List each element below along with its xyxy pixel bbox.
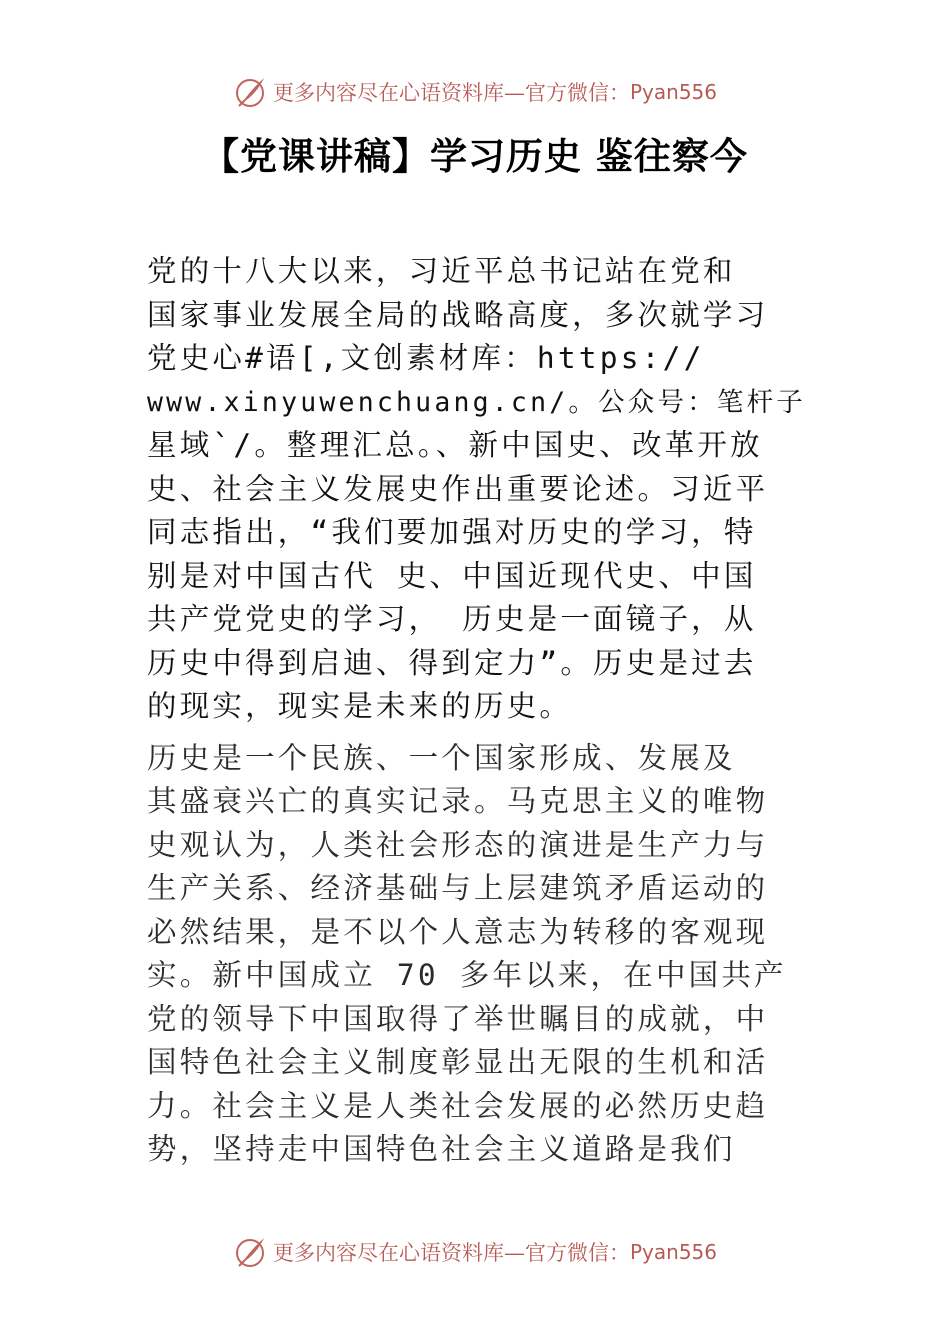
paragraph-2 [147, 737, 812, 1172]
watermark-wechat-id: Pyan556 [629, 80, 717, 104]
watermark-text: 更多内容尽在心语资料库—官方微信： [272, 81, 630, 105]
text-line: 同志指出，“我们要加强对历史的学习，特 [147, 515, 757, 549]
text-line: 的现实，现实是未来的历史。 [147, 689, 573, 723]
text-line: 党史心#语[,文创素材库：https:// [147, 341, 705, 375]
text-line: www.xinyuwenchuang.cn/。公众号：笔杆子 [147, 386, 806, 418]
text-line: 其盛衰兴亡的真实记录。马克思主义的唯物 [147, 784, 769, 818]
quill-logo-icon [233, 74, 269, 110]
text-line: 国家事业发展全局的战略高度，多次就学习 [147, 297, 769, 332]
quill-logo-icon [233, 1234, 269, 1270]
document-body [147, 250, 812, 1180]
text-line: 共产党党史的学习， 历史是一面镜子，从 [147, 602, 757, 636]
text-line: 必然结果，是不以个人意志为转移的客观现 [147, 914, 769, 949]
document-title: 【党课讲稿】学习历史 鉴往察今 [202, 135, 748, 178]
text-line: 国特色社会主义制度彰显出无限的生机和活 [147, 1045, 769, 1079]
text-line: 实。新中国成立 70 多年以来，在中国共产 [147, 958, 787, 992]
text-line: 历史中得到启迪、得到定力”。历史是过去 [147, 645, 757, 680]
text-line: 党的领导下中国取得了举世瞩目的成就，中 [147, 1001, 769, 1036]
text-line: 生产关系、经济基础与上层建筑矛盾运动的 [147, 871, 769, 905]
text-line: 史观认为，人类社会形态的演进是生产力与 [147, 827, 769, 862]
text-line: 史、社会主义发展史作出重要论述。习近平 [147, 471, 769, 506]
watermark-text: 更多内容尽在心语资料库—官方微信： [272, 1241, 630, 1265]
text-line: 势，坚持走中国特色社会主义道路是我们 [147, 1132, 736, 1166]
paragraph-1 [147, 250, 812, 729]
text-line: 历史是一个民族、一个国家形成、发展及 [147, 740, 736, 775]
footer-watermark [0, 1232, 950, 1272]
text-line: 星域`/。整理汇总。、新中国史、改革开放 [147, 428, 763, 462]
text-line: 别是对中国古代 史、中国近现代史、中国 [147, 558, 757, 593]
watermark-wechat-id: Pyan556 [629, 1240, 717, 1264]
header-watermark [0, 72, 950, 112]
text-line: 力。社会主义是人类社会发展的必然历史趋 [147, 1088, 769, 1123]
text-line: 党的十八大以来，习近平总书记站在党和 [147, 254, 736, 288]
